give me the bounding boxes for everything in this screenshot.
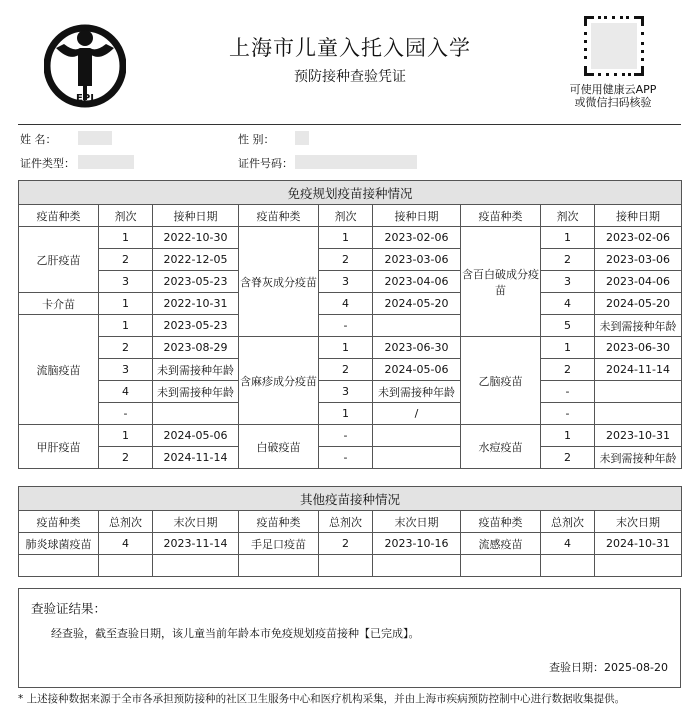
table-cell: [373, 315, 461, 337]
table-cell: [461, 555, 541, 577]
table-cell: [595, 403, 682, 425]
table-cell: -: [319, 447, 373, 469]
table-row: [19, 425, 682, 447]
table-cell: 1: [319, 227, 373, 249]
table-cell: [373, 425, 461, 447]
table-cell: [541, 555, 595, 577]
table-cell: 1: [541, 227, 595, 249]
table-cell: 3: [99, 271, 153, 293]
result-text: 经查验，截至查验日期，该儿童当前年龄本市免疫规划疫苗接种【已完成】。: [51, 627, 420, 640]
table-cell: 2023-10-16: [373, 533, 461, 555]
table-cell: [319, 555, 373, 577]
table-cell: 2024-11-14: [153, 447, 239, 469]
table-cell: 3: [99, 359, 153, 381]
table-cell: 流感疫苗: [461, 533, 541, 555]
table-cell: 肺炎球菌疫苗: [19, 533, 99, 555]
other-vaccines-table: [18, 486, 682, 577]
table-cell: 未到需接种年龄: [595, 447, 682, 469]
col-header: 疫苗种类: [239, 511, 319, 533]
table-cell: 2024-11-14: [595, 359, 682, 381]
table-row: [19, 315, 682, 337]
table-cell: 未到需接种年龄: [153, 359, 239, 381]
page-subtitle: 预防接种查验凭证: [294, 69, 406, 85]
table-row: [19, 403, 682, 425]
table-cell: 未到需接种年龄: [153, 381, 239, 403]
table-cell: 未到需接种年龄: [373, 381, 461, 403]
col-header: 末次日期: [153, 511, 239, 533]
table-cell: [19, 555, 99, 577]
table-cell: 2023-11-14: [153, 533, 239, 555]
result-box: [18, 588, 681, 688]
table-cell: 1: [319, 403, 373, 425]
col-header: 末次日期: [373, 511, 461, 533]
id-number-label: 证件号码：: [238, 157, 293, 170]
table-cell: [239, 555, 319, 577]
table1-header-row: [19, 205, 682, 227]
table-row: [19, 381, 682, 403]
table-cell: -: [541, 381, 595, 403]
table-cell: 2023-06-30: [373, 337, 461, 359]
table-cell: 2: [541, 447, 595, 469]
table-cell: 2023-10-31: [595, 425, 682, 447]
result-title: 查验证结果：: [31, 601, 107, 616]
table2-header-row: [19, 511, 682, 533]
vaccine-name: 乙脑疫苗: [461, 337, 541, 425]
footnote: * 上述接种数据来源于全市各承担预防接种的社区卫生服务中心和医疗机构采集，并由上海市疾病预防控制中心进行数据收集提供。: [18, 693, 626, 705]
name-label: 姓 名：: [20, 133, 57, 146]
table-cell: /: [373, 403, 461, 425]
vaccine-name: 含麻疹成分疫苗: [239, 337, 319, 425]
qr-label: 可使用健康云APP 或微信扫码核验: [569, 83, 657, 109]
table-cell: -: [541, 403, 595, 425]
table-cell: 4: [99, 533, 153, 555]
table-cell: 2: [319, 249, 373, 271]
col-header: 总剂次: [99, 511, 153, 533]
table-cell: 2023-02-06: [595, 227, 682, 249]
table-cell: 2: [99, 249, 153, 271]
table-cell: [595, 555, 682, 577]
vaccine-name: 乙肝疫苗: [19, 227, 99, 293]
col-header: 接种日期: [595, 205, 682, 227]
vaccine-name: 甲肝疫苗: [19, 425, 99, 469]
table-cell: 2023-05-23: [153, 271, 239, 293]
table-cell: 2022-12-05: [153, 249, 239, 271]
gender-value-redacted: [295, 131, 309, 145]
col-header: 疫苗种类: [461, 205, 541, 227]
table-cell: 2022-10-30: [153, 227, 239, 249]
table-cell: [153, 555, 239, 577]
table-cell: 未到需接种年龄: [595, 315, 682, 337]
table-cell: [373, 555, 461, 577]
table-cell: 1: [319, 337, 373, 359]
table-cell: 3: [319, 381, 373, 403]
vaccine-name: 流脑疫苗: [19, 315, 99, 425]
table-cell: [99, 555, 153, 577]
col-header: 剂次: [541, 205, 595, 227]
table-row: [19, 249, 682, 271]
table-cell: 5: [541, 315, 595, 337]
table-cell: 2023-04-06: [373, 271, 461, 293]
table-row-empty: [19, 555, 682, 577]
table-cell: 1: [99, 425, 153, 447]
table-cell: 2: [319, 359, 373, 381]
table-cell: 4: [541, 533, 595, 555]
table-cell: 2024-05-06: [153, 425, 239, 447]
table-cell: 1: [99, 293, 153, 315]
name-value-redacted: [78, 131, 112, 145]
table1-title: 免疫规划疫苗接种情况: [19, 181, 682, 205]
col-header: 疫苗种类: [19, 511, 99, 533]
table-cell: 1: [99, 227, 153, 249]
table-cell: 2023-05-23: [153, 315, 239, 337]
table-cell: 手足口疫苗: [239, 533, 319, 555]
logo-text: EPI: [76, 93, 94, 104]
table-cell: 2022-10-31: [153, 293, 239, 315]
col-header: 总剂次: [319, 511, 373, 533]
table-cell: 3: [541, 271, 595, 293]
col-header: 剂次: [99, 205, 153, 227]
table-cell: 1: [541, 337, 595, 359]
table-cell: 4: [541, 293, 595, 315]
table-cell: 2024-05-06: [373, 359, 461, 381]
vaccine-name: 白破疫苗: [239, 425, 319, 469]
gender-label: 性 别：: [238, 133, 275, 146]
table-cell: 2: [541, 249, 595, 271]
table-cell: -: [319, 425, 373, 447]
col-header: 疫苗种类: [19, 205, 99, 227]
table-row: [19, 533, 682, 555]
table-cell: 4: [319, 293, 373, 315]
col-header: 接种日期: [373, 205, 461, 227]
result-date: 查验日期：2025-08-20: [549, 661, 668, 674]
table-row: [19, 227, 682, 249]
table-cell: -: [99, 403, 153, 425]
page-title: 上海市儿童入托入园入学: [229, 36, 471, 60]
vaccine-name: 含脊灰成分疫苗: [239, 227, 319, 337]
table-row: [19, 447, 682, 469]
table-cell: 2023-06-30: [595, 337, 682, 359]
table-cell: [373, 447, 461, 469]
table-row: [19, 293, 682, 315]
table-cell: 1: [99, 315, 153, 337]
table-cell: 2023-03-06: [373, 249, 461, 271]
table-cell: 1: [541, 425, 595, 447]
table-cell: 2024-10-31: [595, 533, 682, 555]
table-cell: [595, 381, 682, 403]
col-header: 接种日期: [153, 205, 239, 227]
epi-logo: [44, 22, 126, 110]
col-header: 疫苗种类: [461, 511, 541, 533]
immunization-table: [18, 180, 682, 469]
table-row: [19, 359, 682, 381]
table-cell: 2024-05-20: [595, 293, 682, 315]
table-cell: 4: [99, 381, 153, 403]
table2-title: 其他疫苗接种情况: [19, 487, 682, 511]
table-cell: 2: [99, 447, 153, 469]
table-cell: 2: [541, 359, 595, 381]
vaccine-name: 卡介苗: [19, 293, 99, 315]
table-cell: 2023-08-29: [153, 337, 239, 359]
id-type-label: 证件类型：: [20, 157, 75, 170]
table-cell: 3: [319, 271, 373, 293]
vaccine-name: 水痘疫苗: [461, 425, 541, 469]
table-cell: 2023-04-06: [595, 271, 682, 293]
col-header: 剂次: [319, 205, 373, 227]
vaccine-name: 含百白破成分疫苗: [461, 227, 541, 337]
qr-code[interactable]: [582, 14, 646, 78]
divider: [18, 124, 681, 125]
col-header: 疫苗种类: [239, 205, 319, 227]
table-cell: 2: [319, 533, 373, 555]
table-cell: 2: [99, 337, 153, 359]
id-type-value-redacted: [78, 155, 134, 169]
table-row: [19, 337, 682, 359]
col-header: 末次日期: [595, 511, 682, 533]
col-header: 总剂次: [541, 511, 595, 533]
table-cell: 2024-05-20: [373, 293, 461, 315]
table-cell: 2023-03-06: [595, 249, 682, 271]
table-row: [19, 271, 682, 293]
id-number-value-redacted: [295, 155, 417, 169]
table-cell: -: [319, 315, 373, 337]
table-cell: [153, 403, 239, 425]
table-cell: 2023-02-06: [373, 227, 461, 249]
